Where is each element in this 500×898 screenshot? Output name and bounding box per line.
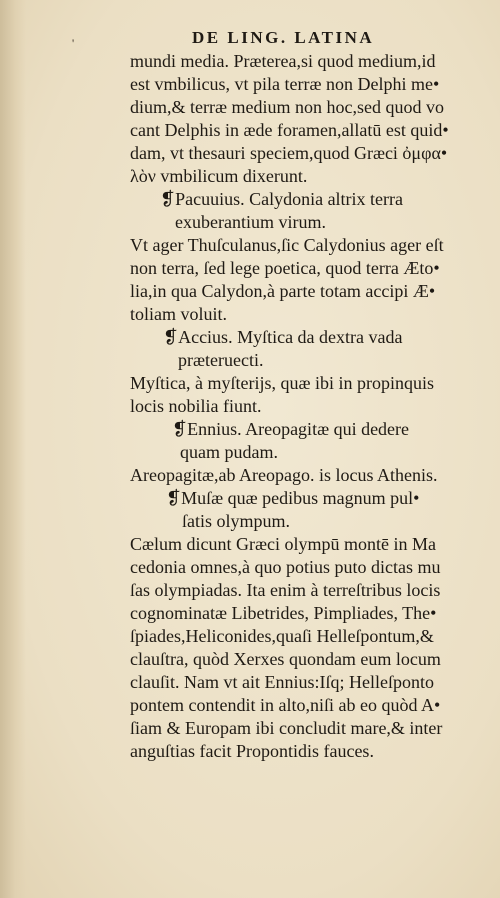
text-line: Vt ager Thuſculanus,ſic Calydonius ager eſt <box>130 235 444 255</box>
text-line: cognominatæ Libetrides, Pimpliades, The• <box>130 603 437 623</box>
quotation-line: præteruecti. <box>178 350 264 370</box>
text-line: Cælum dicunt Græci olympū montē in Ma <box>130 534 436 554</box>
text-line: ſpiades,Heliconides,quaſi Helleſpontum,& <box>130 626 434 646</box>
text-line: lia,in qua Calydon,à parte totam accipi Æ• <box>130 281 436 301</box>
text-line: clauſit. Nam vt ait Ennius:Iſq; Helleſponto <box>130 672 434 692</box>
quotation-line: ſatis olympum. <box>182 511 290 531</box>
text-line: anguſtias facit Propontidis fauces. <box>130 741 374 761</box>
text-line: dium,& terræ medium non hoc,sed quod vo <box>130 97 444 117</box>
text-line: toliam voluit. <box>130 304 227 324</box>
text-line: ſas olympiadas. Ita enim à terreſtribus locis <box>130 580 441 600</box>
quotation-line: exuberantium virum. <box>175 212 326 232</box>
text-line: dam, vt thesauri speciem,quod Græci ὀμφα• <box>130 143 448 163</box>
corner-mark: ' <box>72 36 75 50</box>
body-text <box>130 50 495 763</box>
text-line: λὸν vmbilicum dixerunt. <box>130 166 308 186</box>
text-line: cedonia omnes,à quo potius puto dictas mu <box>130 557 441 577</box>
text-line: est vmbilicus, vt pila terræ non Delphi me• <box>130 74 440 94</box>
text-line: clauſtra, quòd Xerxes quondam eum locum <box>130 649 441 669</box>
text-line: mundi media. Præterea,si quod medium,id <box>130 51 436 71</box>
text-line: pontem contendit in alto,niſi ab eo quòd A• <box>130 695 441 715</box>
text-line: non terra, ſed lege poetica, quod terra Æto• <box>130 258 440 278</box>
quotation-heading: ❡Pacuuius. Calydonia altrix terra <box>160 189 404 209</box>
page-gutter <box>0 0 26 898</box>
quotation-heading: ❡Muſæ quæ pedibus magnum pul• <box>166 488 420 508</box>
quotation-line: quam pudam. <box>180 442 278 462</box>
text-line: locis nobilia fiunt. <box>130 396 262 416</box>
text-line: Areopagitæ,ab Areopago. is locus Athenis. <box>130 465 438 485</box>
text-line: Myſtica, à myſterijs, quæ ibi in propinquis <box>130 373 434 393</box>
quotation-heading: ❡Accius. Myſtica da dextra vada <box>163 327 403 347</box>
quotation-heading: ❡Ennius. Areopagitæ qui dedere <box>172 419 410 439</box>
text-line: ſiam & Europam ibi concludit mare,& inter <box>130 718 443 738</box>
running-head: DE LING. LATINA <box>192 28 375 47</box>
text-line: cant Delphis in æde foramen,allatū est quid• <box>130 120 449 140</box>
